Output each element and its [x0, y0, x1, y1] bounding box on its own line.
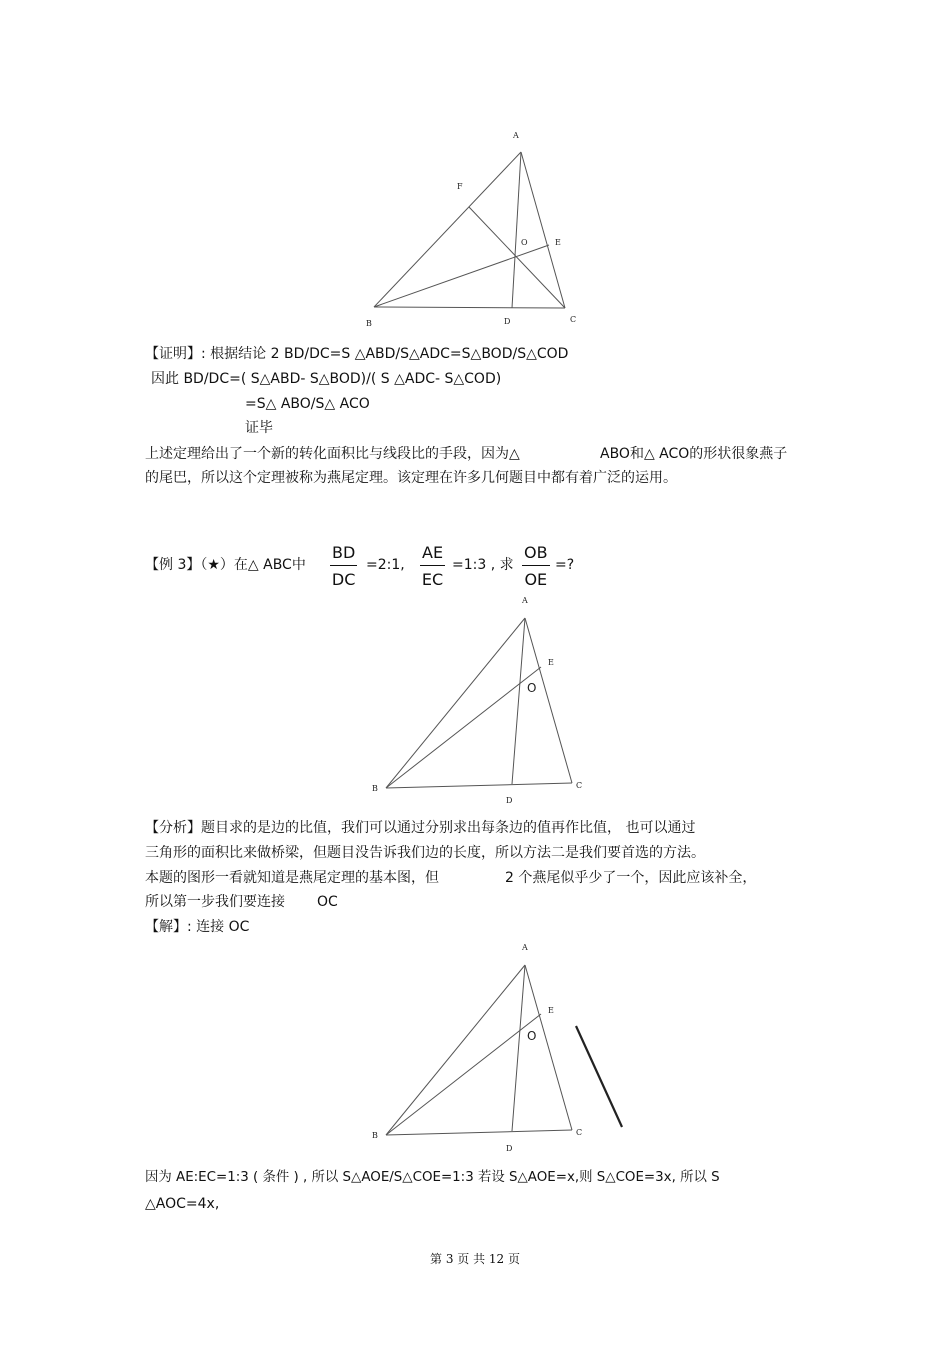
analysis-line-3b: 2 个燕尾似乎少了一个，因此应该补全，: [505, 870, 757, 886]
label-a: A: [522, 943, 528, 952]
label-e: E: [555, 238, 561, 247]
analysis-line-1: 【分析】题目求的是边的比值，我们可以通过分别求出每条边的值再作比值， 也可以通过: [145, 820, 696, 836]
side-ab: [386, 618, 525, 788]
cevian-ad: [512, 152, 521, 308]
side-ac: [525, 965, 572, 1130]
fraction-ae-ec: [420, 543, 445, 590]
analysis-line-4b: OC: [317, 894, 338, 910]
paragraph-line-1b: ABO和△ ACO的形状很象燕子: [600, 446, 788, 462]
label-b: B: [372, 784, 378, 793]
label-c: C: [570, 315, 577, 324]
analysis-line-4a: 所以第一步我们要连接: [145, 894, 285, 910]
fraction-bd: BD: [330, 543, 357, 566]
side-bc: [374, 307, 565, 308]
label-c: C: [576, 781, 583, 790]
fraction-oe: OE: [524, 570, 548, 589]
ratio-2: =1:3 , 求: [452, 557, 514, 573]
fraction-ob-oe: [522, 543, 550, 590]
cevian-ad: [512, 618, 525, 784]
analysis-line-3a: 本题的图形一看就知道是燕尾定理的基本图，但: [145, 870, 439, 886]
cevian-be: [374, 245, 549, 307]
label-c: C: [576, 1128, 583, 1137]
label-o: O: [527, 1029, 537, 1043]
example-3-prefix: 【例 3】（★）在△ ABC中: [145, 557, 306, 573]
figure-2-example-diagram: [365, 592, 595, 810]
label-b: B: [366, 319, 372, 328]
final-line-1: 因为 AE:EC=1:3 ( 条件 ) , 所以 S△AOE/S△COE=1:3 若设 S△AOE=x,则 S△COE=3x, 所以 S: [145, 1170, 720, 1185]
side-ac: [525, 618, 572, 783]
label-d: D: [506, 796, 513, 805]
final-line-2: △AOC=4x,: [145, 1196, 220, 1212]
label-o: O: [527, 681, 537, 695]
solution-line-1: 【解】: 连接 OC: [145, 919, 250, 935]
label-f: F: [457, 182, 463, 191]
analysis-line-2: 三角形的面积比来做桥梁，但题目没告诉我们边的长度，所以方法二是我们要首选的方法。: [145, 845, 705, 861]
cevian-be: [386, 667, 541, 788]
label-a: A: [522, 596, 528, 605]
proof-line-4: 证毕: [245, 420, 273, 436]
fraction-dc: DC: [331, 570, 356, 589]
label-a: A: [513, 131, 519, 140]
side-bc: [386, 1130, 572, 1135]
cevian-be: [386, 1014, 541, 1135]
fraction-ob: OB: [522, 543, 550, 566]
fraction-bd-dc: [330, 543, 357, 590]
fraction-ec: EC: [421, 570, 444, 589]
ratio-3: =?: [555, 557, 575, 573]
label-d: D: [506, 1144, 513, 1153]
label-e: E: [548, 658, 554, 667]
proof-line-2: 因此 BD/DC=( S△ABD- S△BOD)/( S △ADC- S△COD): [151, 371, 502, 387]
paragraph-line-1a: 上述定理给出了一个新的转化面积比与线段比的手段，因为△: [145, 446, 520, 462]
label-e: E: [548, 1006, 554, 1015]
figure-1-swallowtail-diagram: [360, 125, 590, 330]
ratio-1: =2:1,: [366, 557, 405, 573]
paragraph-line-2: 的尾巴，所以这个定理被称为燕尾定理。该定理在许多几何题目中都有着广泛的运用。: [145, 470, 677, 486]
page-footer: 第 3 页 共 12 页: [430, 1252, 520, 1266]
label-o: O: [521, 238, 528, 247]
side-bc: [386, 783, 572, 788]
side-ab: [386, 965, 525, 1135]
stray-stroke: [576, 1026, 622, 1127]
label-b: B: [372, 1131, 378, 1140]
cevian-ad: [512, 965, 525, 1131]
proof-line-3: =S△ ABO/S△ ACO: [245, 396, 370, 412]
figure-3-solution-diagram: [365, 937, 635, 1157]
label-d: D: [504, 317, 511, 326]
proof-line-1: 【证明】: 根据结论 2 BD/DC=S △ABD/S△ADC=S△BOD/S△COD: [145, 346, 569, 362]
side-ab: [374, 152, 521, 307]
fraction-ae: AE: [420, 543, 445, 566]
